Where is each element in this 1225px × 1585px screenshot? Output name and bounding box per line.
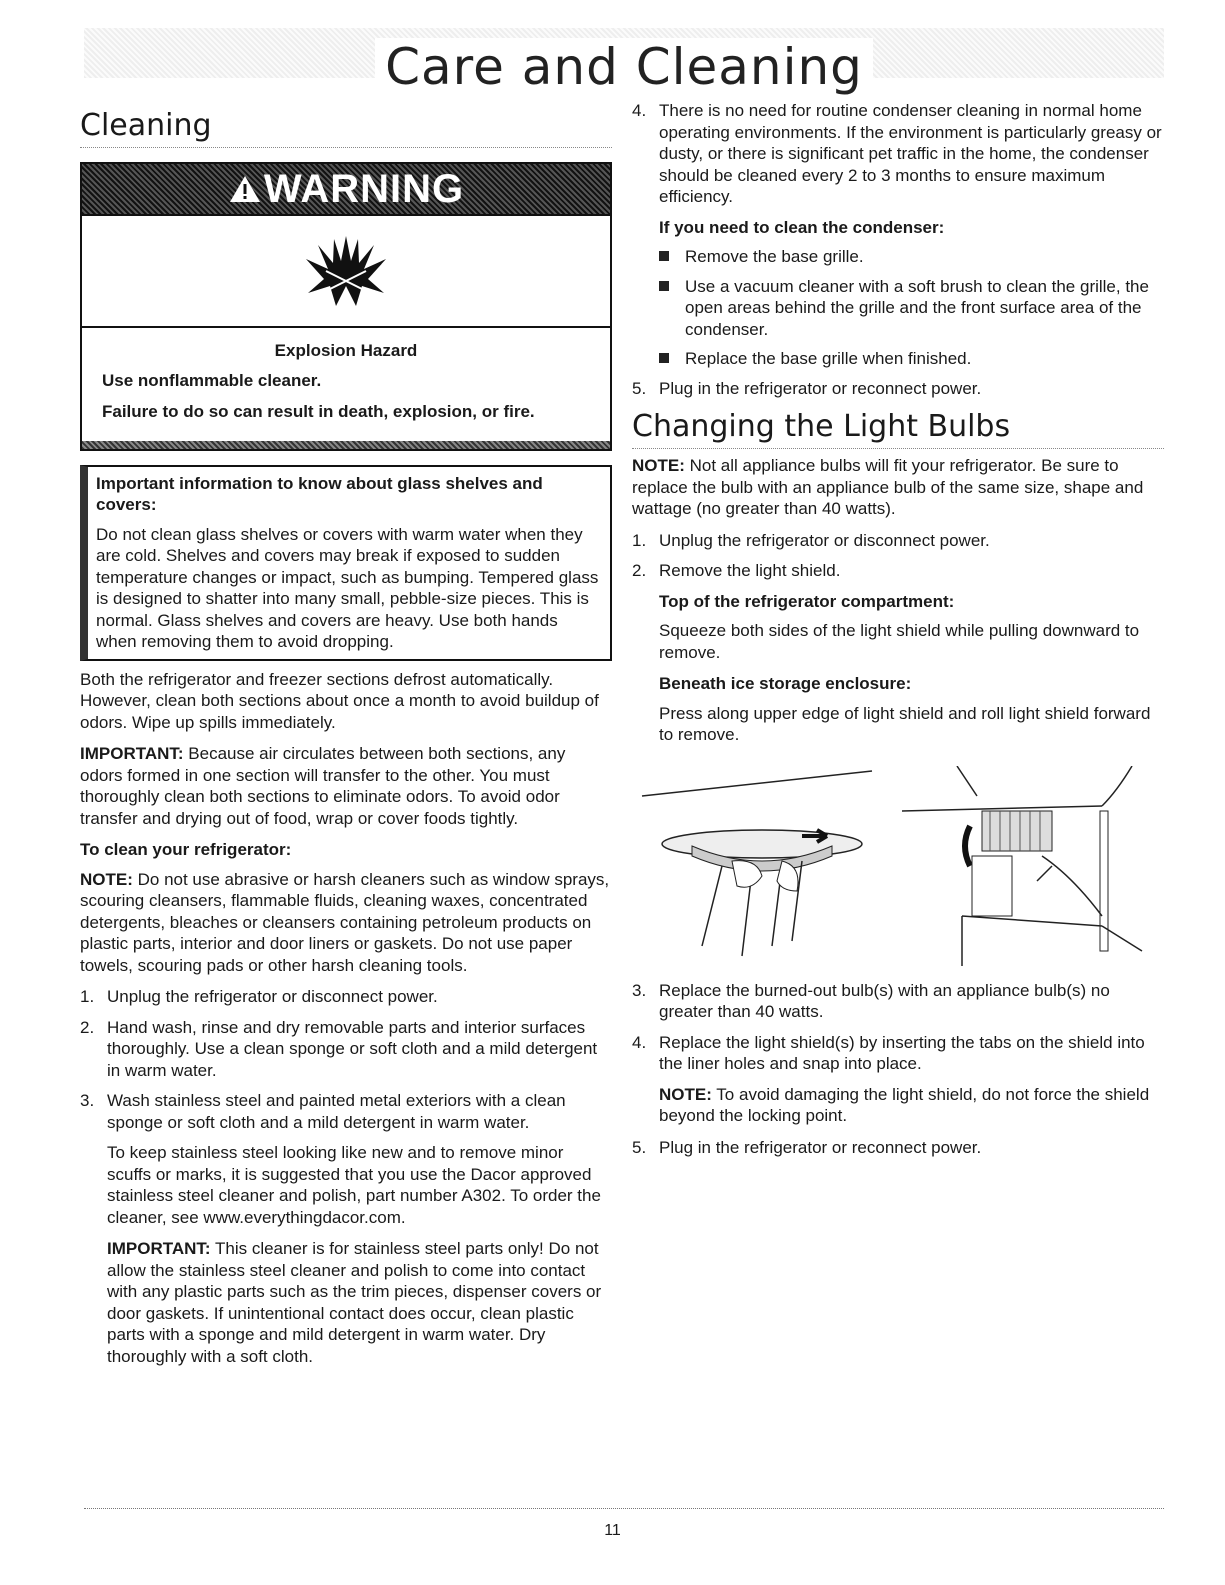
left-column xyxy=(80,108,612,1377)
bulb-step-5: 5. Plug in the refrigerator or reconnect power. xyxy=(632,1137,982,1157)
page-number: 11 xyxy=(604,1522,621,1539)
section-title-cleaning: Cleaning xyxy=(80,108,612,148)
condenser-step-4: 4. There is no need for routine condenser cleaning in normal home operating environments. If the environment is particularly greasy or dusty, or there is significant pet traffic in the home, the condenser should be cleaned every 2 to 3 months to ensure maximum efficiency. xyxy=(632,101,1162,206)
explosion-icon-area xyxy=(82,214,610,328)
warning-box xyxy=(80,162,612,451)
step-3: 3. Wash stainless steel and painted metal exteriors with a clean sponge or soft cloth and a mild detergent in warm water. xyxy=(80,1091,566,1132)
bulb-note: NOTE: Not all appliance bulbs will fit your refrigerator. Be sure to replace the bulb with an appliance bulb of the same size, shape and wattage (no greater than 40 watts). xyxy=(632,456,1144,518)
bulb-step-2: 2. Remove the light shield. xyxy=(632,561,841,580)
important-stainless-paragraph: IMPORTANT: This cleaner is for stainless steel parts only! Do not allow the stainless steel cleaner and polish to come into contact with any plastic parts such as the trim pieces, dispenser covers or door gaskets. If unintentional contact does occur, clean plastic parts with a sponge and mild detergent in warm water. Dry thoroughly with a soft cloth. xyxy=(107,1239,602,1366)
clean-heading: To clean your refrigerator: xyxy=(80,840,292,859)
warning-line-2: Failure to do so can result in death, explosion, or fire. xyxy=(102,402,535,421)
bullet-square-icon xyxy=(659,251,669,261)
condenser-step-5: 5. Plug in the refrigerator or reconnect power. xyxy=(632,378,982,398)
beneath-ice-heading: Beneath ice storage enclosure: xyxy=(659,674,912,693)
glass-info-title: Important information to know about glass shelves and covers: xyxy=(96,473,543,514)
light-shield-top-illustration xyxy=(632,766,892,966)
explosion-icon xyxy=(296,231,396,311)
light-shield-ice-illustration xyxy=(902,766,1152,966)
bullet-square-icon xyxy=(659,353,669,363)
bulb-step-4: 4. Replace the light shield(s) by inserting the tabs on the shield into the liner holes and snap into place. xyxy=(632,1032,1145,1073)
page-title: Care and Cleaning xyxy=(84,42,1164,92)
bulb-step-1: 1. Unplug the refrigerator or disconnect power. xyxy=(632,530,990,550)
header-banner xyxy=(84,28,1164,96)
shield-note: NOTE: To avoid damaging the light shield, do not force the shield beyond the locking point. xyxy=(659,1084,1150,1125)
hazard-title: Explosion Hazard xyxy=(274,341,418,360)
warning-triangle-icon xyxy=(228,174,262,204)
top-compartment-text: Squeeze both sides of the light shield while pulling downward to remove. xyxy=(659,621,1140,662)
glass-info-box xyxy=(80,465,612,661)
warning-header xyxy=(82,164,610,214)
step-1: 1. Unplug the refrigerator or disconnect power. xyxy=(80,987,438,1006)
condenser-heading: If you need to clean the condenser: xyxy=(659,217,945,237)
defrost-paragraph: Both the refrigerator and freezer sections defrost automatically. However, clean both sections about once a month to avoid buildup of odors. Wipe up spills immediately. xyxy=(80,669,599,732)
warning-body xyxy=(82,328,610,441)
bulb-step-3: 3. Replace the burned-out bulb(s) with an appliance bulb(s) no greater than 40 watts. xyxy=(632,980,1110,1021)
stainless-paragraph: To keep stainless steel looking like new and to remove minor scuffs or marks, it is suggested that you use the Dacor approved stainless steel cleaner and polish, part number A302. To order the cleaner, see www.everythingdacor.com. xyxy=(107,1143,601,1227)
right-column xyxy=(632,100,1164,1167)
warning-line-1: Use nonflammable cleaner. xyxy=(102,370,322,390)
condenser-bullet-2: Use a vacuum cleaner with a soft brush to clean the grille, the open areas behind the grille and the front surface area of the condenser. xyxy=(659,276,1164,341)
glass-info-text: Do not clean glass shelves or covers with warm water when they are cold. Shelves and covers may break if exposed to sudden temperature changes or impact, such as bumping. Tempered glass is designed to shatter into many small, pebble-size pieces. This is normal. Glass shelves and covers are heavy. Use both hands when removing them to avoid dropping. xyxy=(96,524,599,651)
step-2: 2. Hand wash, rinse and dry removable parts and interior surfaces thoroughly. Use a clean sponge or soft cloth and a mild detergent in warm water. xyxy=(80,1017,598,1080)
condenser-bullet-1: Remove the base grille. xyxy=(659,246,1164,268)
important-paragraph: IMPORTANT: Because air circulates between both sections, any odors formed in one section will transfer to the other. You must thoroughly clean both sections to eliminate odors. To avoid odor transfer and drying out of food, wrap or cover foods tightly. xyxy=(80,744,566,828)
warning-label: WARNING xyxy=(228,174,464,204)
condenser-bullet-3: Replace the base grille when finished. xyxy=(659,348,1164,370)
beneath-ice-text: Press along upper edge of light shield and roll light shield forward to remove. xyxy=(659,703,1151,744)
section-title-light-bulbs: Changing the Light Bulbs xyxy=(632,409,1164,449)
light-shield-illustrations xyxy=(632,766,1164,966)
note-paragraph: NOTE: Do not use abrasive or harsh cleaners such as window sprays, scouring cleansers, flammable fluids, cleaning waxes, concentrated detergents, bleaches or cleansers containing petroleum products on plastic parts, interior and door liners or gaskets. Do not use paper towels, scouring pads or other harsh cleaning tools. xyxy=(80,869,610,975)
footer-rule xyxy=(84,1508,1164,1509)
bullet-square-icon xyxy=(659,281,669,291)
top-compartment-heading: Top of the refrigerator compartment: xyxy=(659,591,955,611)
warning-bottom-strip xyxy=(82,441,610,449)
